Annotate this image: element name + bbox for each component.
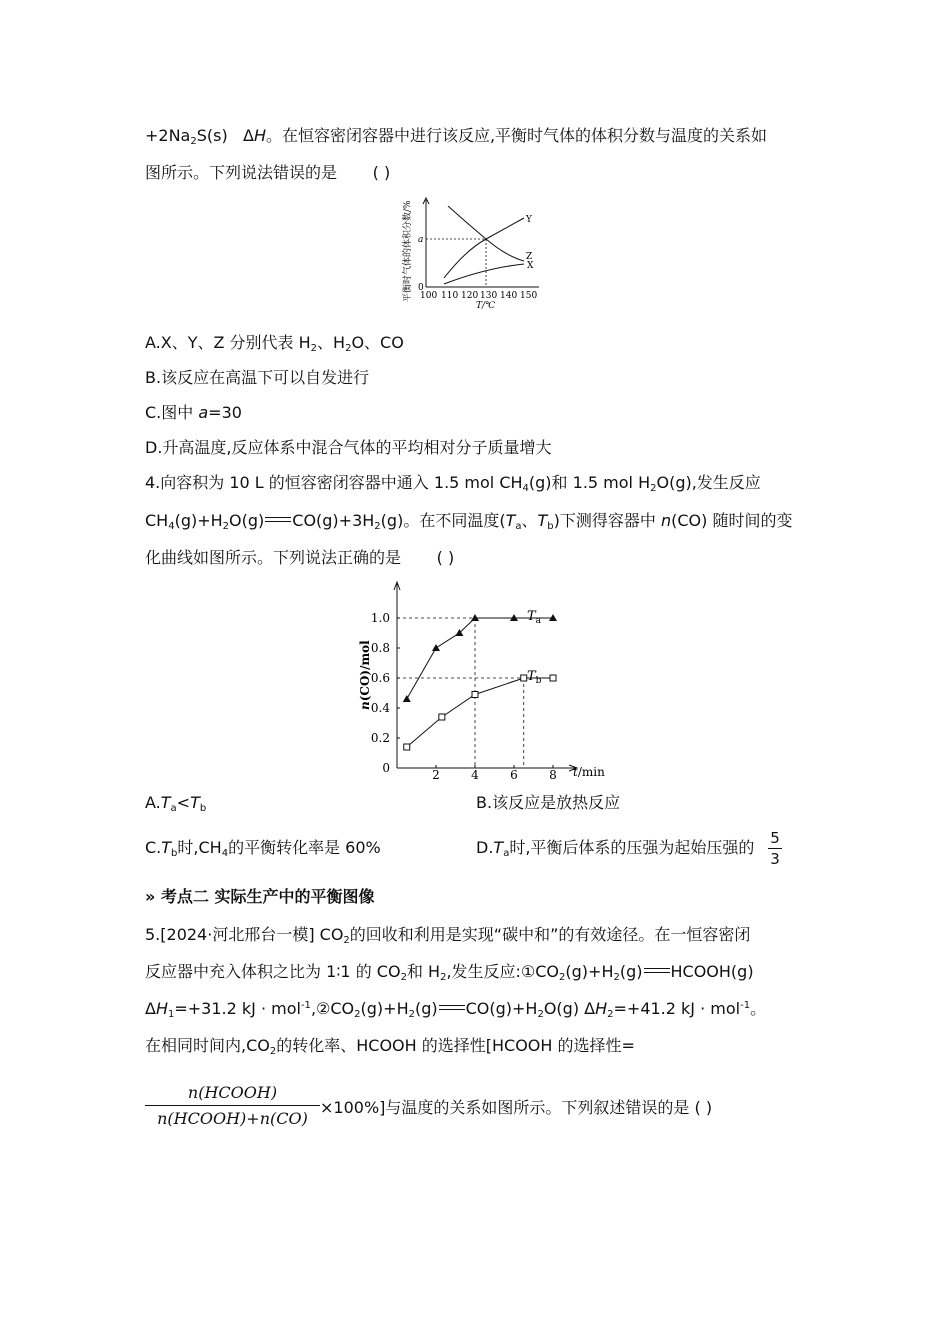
chart1-y-axis	[423, 198, 429, 287]
chart2-series-label-tb: $T_b$	[527, 669, 542, 686]
chart1-xticks	[420, 291, 537, 301]
chart1-series-label-y: Y	[526, 215, 532, 225]
answer-paren: ( )	[436, 548, 455, 567]
section-marker-icon: »	[145, 887, 156, 906]
fraction-5-3	[768, 829, 782, 868]
chart2-series-line-Tb	[407, 678, 553, 747]
fraction-denominator: 3	[770, 850, 780, 868]
q4-line1: 4.向容积为 10 L 的恒容密闭容器中通入 1.5 mol $CH_4(g)$和 1.5 mol $H_2O(g)$,发生反应	[145, 473, 761, 494]
chart1-series-label-z: Z	[526, 252, 533, 262]
selectivity-fraction	[145, 1083, 320, 1128]
q5-line2: 反应器中充入体积之比为 1∶1 的 $CO_2$和 $H_2$,发生反应$:①CO_2(g)+H_2(g)$ HCOOH(g)	[145, 962, 754, 983]
selectivity-denominator: n(HCOOH)+n(CO)	[157, 1109, 308, 1128]
q4-option-c: $C.T_b$时$,CH_4$的平衡转化率是 60%	[145, 838, 381, 859]
equilibrium-arrow	[265, 515, 291, 524]
chart2-point-Tb	[439, 714, 445, 720]
chart2-xlabel: t/min	[573, 765, 605, 779]
chart2-xtick: 2	[432, 768, 440, 782]
q4-line3: 化曲线如图所示。下列说法正确的是 ( )	[145, 548, 455, 567]
chart1-origin-label: 0	[418, 283, 424, 293]
chart2-ytick: 0.4	[370, 701, 390, 715]
chart1-xlabel: T/℃	[476, 301, 496, 311]
q5-line3: $\Delta H_1=+31.2$ kJ · $mol^{-1},②CO_2(g)+H_2(g)$ $CO(g)+H_2O(g)$ $\Delta H_2=+41.2$ kJ · mol$^{-1}$。	[145, 999, 767, 1020]
chart2-point-Ta	[432, 644, 440, 651]
answer-paren: ( )	[372, 163, 391, 182]
equilibrium-arrow	[439, 1003, 465, 1012]
chart2-point-Ta	[403, 695, 411, 702]
chart1-xtick: 100	[420, 291, 438, 301]
chart1-xtick: 140	[500, 291, 518, 301]
chart2-point-Tb	[521, 675, 527, 681]
chart1-xtick: 110	[441, 291, 459, 301]
chart-volume-fraction-vs-temperature	[396, 194, 546, 312]
chart2-point-Tb	[404, 744, 410, 750]
q4-option-d: $D.T_a$时,平衡后体系的压强为起始压强的	[476, 838, 755, 859]
q3-line1: $+2Na_2S(s)$ ΔH。在恒容密闭容器中进行该反应,平衡时气体的体积分数与温度的关系如	[145, 126, 768, 147]
q5-line1: 5.[2024·河北邢台一模] $CO_2$的回收和利用是实现“碳中和”的有效途径。在一恒容密闭	[145, 925, 751, 946]
q4-option-b: B.该反应是放热反应	[476, 793, 621, 812]
q4-option-a: $A.T_a<T_b$	[145, 793, 207, 814]
chart2-xtick: 4	[471, 768, 479, 782]
q3-option-a: A.X、Y、Z 分别代表 $H_2$、$H_2O$、CO	[145, 333, 404, 354]
chart2-point-Tb	[472, 692, 478, 698]
chart2-ytick: 0.2	[370, 731, 390, 745]
chart1-ylabel: 平衡时气体的体积分数/%	[403, 200, 413, 302]
chart1-xtick: 130	[480, 291, 498, 301]
chart2-series-line-Ta	[407, 618, 553, 699]
chart-nco-vs-time	[355, 578, 615, 782]
q5-line5: ×100%]与温度的关系如图所示。下列叙述错误的是 ( )	[320, 1098, 713, 1117]
q5-line4: 在相同时间内$,CO_2$的转化率、HCOOH 的选择性[HCOOH 的选择性=	[145, 1036, 635, 1057]
chart2-xtick: 6	[510, 768, 518, 782]
chart2-ytick: 0.8	[370, 641, 390, 655]
chart1-curve-lower	[444, 264, 524, 284]
chart1-a-label: a	[418, 235, 424, 245]
q3-line2: 图所示。下列说法错误的是 ( )	[145, 163, 391, 182]
q3-option-b: B.该反应在高温下可以自发进行	[145, 368, 370, 387]
chart2-ytick: 1.0	[370, 611, 390, 625]
chart2-point-Tb	[550, 675, 556, 681]
fraction-numerator: 5	[770, 829, 780, 847]
chart2-ylabel: n(CO)/mol	[358, 640, 372, 710]
selectivity-numerator: n(HCOOH)	[187, 1083, 278, 1102]
q4-line2: $CH_4(g)+H_2O(g)$ $CO(g)+3H_2(g)$。在不同温度($T_a$、$T_b$)下测得容器中 n(CO) 随时间的变	[145, 511, 793, 532]
chart1-series-label-x: X	[527, 261, 534, 271]
chart2-ytick: 0.6	[370, 671, 390, 685]
chart2-xtick: 8	[549, 768, 557, 782]
section-heading: » 考点二 实际生产中的平衡图像	[145, 887, 375, 906]
answer-paren: ( )	[694, 1098, 713, 1117]
q3-option-d: D.升高温度,反应体系中混合气体的平均相对分子质量增大	[145, 438, 552, 457]
chart2-series-label-ta: $T_a$	[527, 609, 542, 626]
chart1-xtick: 120	[461, 291, 479, 301]
chart2-ytick: 0	[382, 761, 390, 775]
q3-option-c: C.图中 a=30	[145, 403, 242, 422]
chart1-xtick: 150	[520, 291, 538, 301]
equilibrium-arrow	[644, 966, 670, 975]
chart1-curve-x-rising	[444, 218, 524, 278]
